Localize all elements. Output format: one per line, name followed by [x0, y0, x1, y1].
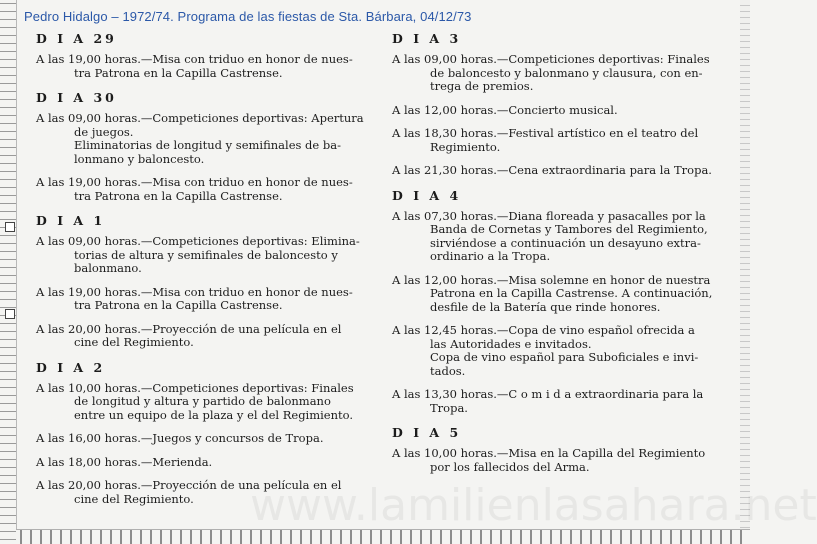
- entry-line: ordinario a la Tropa.: [430, 249, 551, 263]
- schedule-entry: [36, 286, 374, 313]
- entry-line: A las 09,00 horas.—Competiciones deportivas: Elimina-: [36, 234, 360, 248]
- day-heading: D I A 5: [392, 425, 462, 440]
- entry-line: A las 12,00 horas.—Concierto musical.: [392, 102, 618, 117]
- schedule-entry: [392, 388, 728, 415]
- entry-line: A las 07,30 horas.—Diana floreada y pasacalles por la: [392, 208, 706, 223]
- schedule-entry: [392, 104, 728, 118]
- schedule-entry: [36, 382, 374, 423]
- entry-line: Tropa.: [430, 400, 468, 415]
- entry-line: A las 12,00 horas.—Misa solemne en honor de nuestra: [392, 272, 711, 287]
- right-column: [392, 31, 728, 484]
- entry-line: A las 19,00 horas.—Misa con triduo en honor de nues-: [36, 284, 353, 299]
- schedule-entry: [392, 324, 728, 378]
- entry-line: A las 18,00 horas.—Merienda.: [36, 454, 213, 469]
- day-heading: D I A 2: [36, 359, 106, 375]
- image-caption: Pedro Hidalgo – 1972/74. Programa de las fiestas de Sta. Bárbara, 04/12/73: [24, 9, 472, 24]
- entry-line: balonmano.: [74, 261, 142, 275]
- entry-line: A las 19,00 horas.—Misa con triduo en honor de nues-: [36, 175, 353, 189]
- decorative-bottom-border: [16, 529, 750, 544]
- entry-line: A las 10,00 horas.—Competiciones deportivas: Finales: [36, 380, 354, 395]
- entry-line: tra Patrona en la Capilla Castrense.: [74, 65, 283, 80]
- schedule-entry: [392, 274, 728, 315]
- day-heading: D I A 29: [36, 31, 117, 46]
- schedule-entry: [36, 176, 374, 203]
- entry-line: A las 10,00 horas.—Misa en la Capilla del Regimiento: [392, 446, 706, 460]
- entry-line: torias de altura y semifinales de baloncesto y: [74, 247, 338, 262]
- schedule-entry: [392, 210, 728, 264]
- entry-line: A las 18,30 horas.—Festival artístico en el teatro del: [392, 126, 699, 140]
- entry-line: entre un equipo de la plaza y el del Regimiento.: [74, 407, 354, 422]
- entry-line: de baloncesto y balonmano y clausura, con en-: [430, 65, 703, 80]
- left-column: [36, 31, 374, 516]
- entry-line: cine del Regimiento.: [74, 335, 194, 349]
- watermark: www.lamilienlasahara.net: [250, 480, 817, 531]
- entry-line: las Autoridades e invitados.: [430, 336, 592, 351]
- entry-line: A las 13,30 horas.—C o m i d a extraordinaria para la: [392, 387, 704, 401]
- entry-line: A las 09,00 horas.—Competiciones deportivas: Apertura: [36, 111, 364, 125]
- entry-line: Copa de vino español para Suboficiales e invi-: [430, 350, 699, 364]
- schedule-entry: [392, 164, 728, 178]
- entry-line: sirviéndose a continuación un desayuno extra-: [430, 235, 701, 250]
- entry-line: A las 19,00 horas.—Misa con triduo en honor de nues-: [36, 52, 353, 66]
- day-heading: D I A 4: [392, 187, 462, 203]
- entry-line: Patrona en la Capilla Castrense. A continuación,: [430, 286, 713, 300]
- decorative-left-border: [0, 0, 17, 544]
- entry-line: cine del Regimiento.: [74, 491, 194, 506]
- entry-line: A las 16,00 horas.—Juegos y concursos de Tropa.: [36, 431, 324, 445]
- entry-line: Eliminatorias de longitud y semifinales de ba-: [74, 138, 341, 152]
- entry-line: A las 20,00 horas.—Proyección de una película en el: [36, 321, 342, 336]
- schedule-entry: [36, 235, 374, 276]
- schedule-entry: [36, 479, 374, 506]
- entry-line: de longitud y altura y partido de balonmano: [74, 394, 331, 408]
- schedule-entry: [392, 447, 728, 474]
- schedule-entry: [36, 456, 374, 470]
- schedule-entry: [36, 323, 374, 350]
- schedule-entry: [392, 127, 728, 154]
- entry-line: tados.: [430, 363, 466, 378]
- entry-line: A las 09,00 horas.—Competiciones deportivas: Finales: [392, 52, 710, 66]
- entry-line: A las 20,00 horas.—Proyección de una película en el: [36, 478, 342, 492]
- entry-line: tra Patrona en la Capilla Castrense.: [74, 298, 283, 312]
- entry-line: trega de premios.: [430, 79, 534, 93]
- day-heading: D I A 30: [36, 90, 117, 105]
- day-heading: D I A 3: [392, 31, 462, 46]
- schedule-entry: [36, 432, 374, 446]
- entry-line: A las 21,30 horas.—Cena extraordinaria para la Tropa.: [392, 163, 712, 177]
- schedule-entry: [392, 53, 728, 94]
- entry-line: A las 12,45 horas.—Copa de vino español ofrecida a: [392, 323, 695, 337]
- schedule-entry: [36, 53, 374, 80]
- binding-mark-icon: [5, 222, 15, 232]
- day-heading: D I A 1: [36, 213, 106, 228]
- schedule-entry: [36, 112, 374, 166]
- entry-line: Banda de Cornetas y Tambores del Regimiento,: [430, 222, 708, 236]
- entry-line: desfile de la Batería que rinde honores.: [430, 299, 661, 314]
- entry-line: por los fallecidos del Arma.: [430, 459, 590, 474]
- binding-mark-icon: [5, 309, 15, 319]
- entry-line: Regimiento.: [430, 139, 501, 154]
- entry-line: lonmano y baloncesto.: [74, 151, 205, 166]
- entry-line: de juegos.: [74, 124, 134, 139]
- decorative-right-border: [740, 0, 750, 544]
- entry-line: tra Patrona en la Capilla Castrense.: [74, 188, 283, 203]
